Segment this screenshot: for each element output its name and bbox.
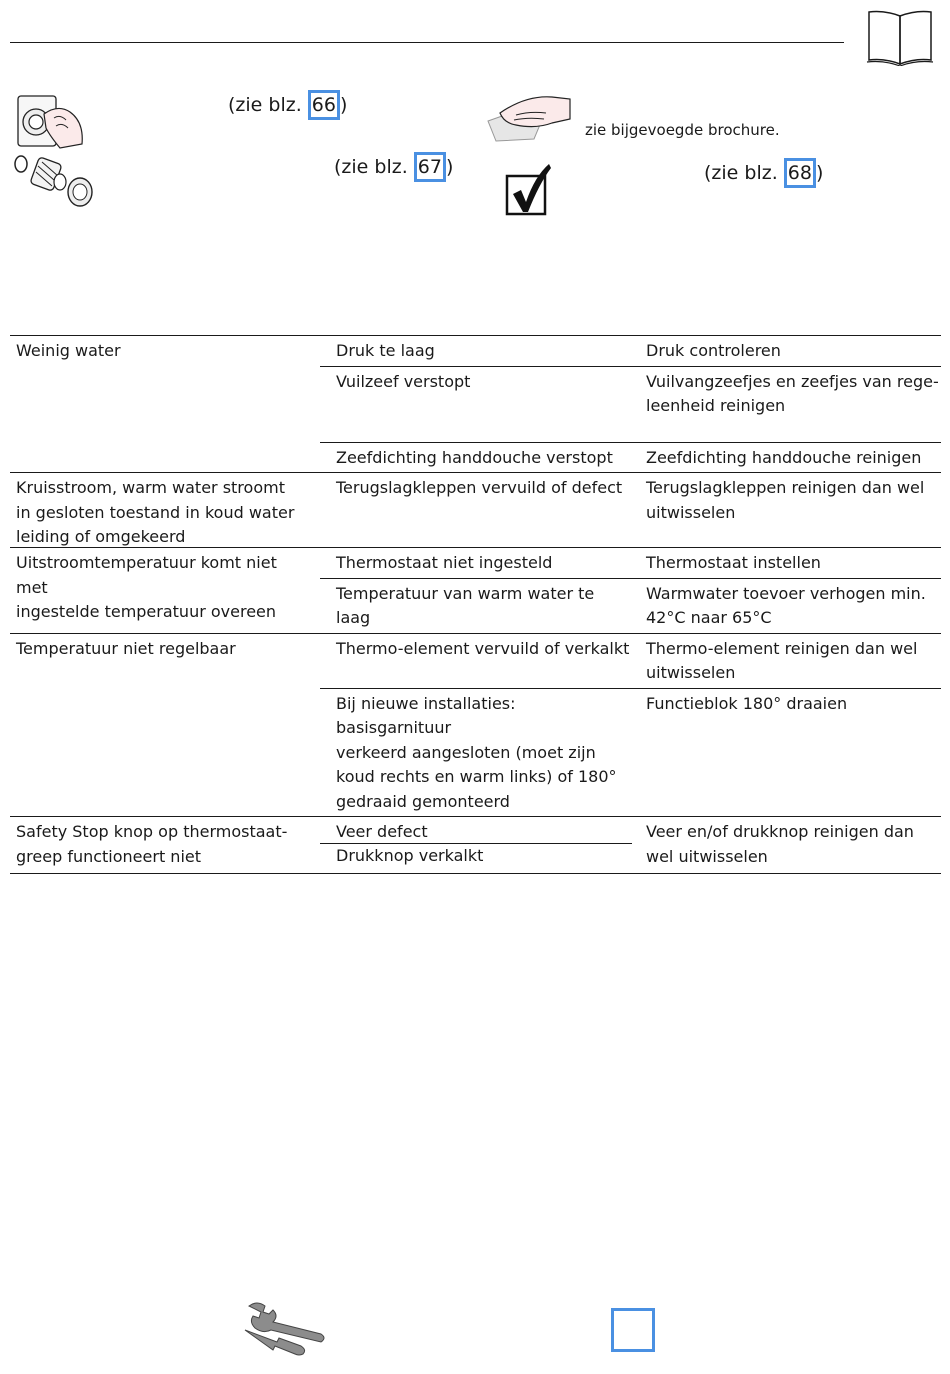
- table-row: [320, 578, 941, 633]
- cause-cell: Drukknop verkalkt: [336, 846, 484, 865]
- table-row: [320, 634, 941, 688]
- remedy-cell: Warmwater toevoer verhogen min. 42°C naar 65°C: [646, 583, 926, 627]
- cartridge-parts-icon: [12, 152, 96, 208]
- reference-prefix: (zie blz.: [334, 156, 414, 178]
- cause-cell: Vuilzeef verstopt: [336, 371, 471, 391]
- troubleshooting-table: [10, 335, 941, 874]
- reference-suffix: ): [445, 156, 454, 178]
- remedy-cell: Druk controleren: [646, 341, 781, 360]
- page-link-66[interactable]: 66: [308, 90, 340, 120]
- reference-suffix: ): [339, 94, 348, 116]
- symptom-cell: Safety Stop knop op thermostaat- greep functioneert niet: [16, 822, 288, 866]
- brochure-note: zie bijgevoegde brochure.: [585, 121, 780, 139]
- table-group: [10, 547, 941, 633]
- cause-cell: Veer defect: [336, 822, 428, 841]
- blank-square-box: [611, 1308, 655, 1352]
- remedy-cell: Veer en/of drukknop reinigen dan wel uitwisselen: [646, 822, 914, 866]
- cause-cell: Thermo-element vervuild of verkalkt: [336, 638, 630, 658]
- remedy-cell: Vuilvangzeefjes en zeefjes van rege- leenheid reinigen: [646, 371, 939, 415]
- remedy-cell: Thermostaat instellen: [646, 553, 821, 572]
- table-row: [320, 548, 941, 578]
- remedy-cell: Terugslagkleppen reinigen dan wel uitwisselen: [646, 478, 925, 522]
- page-link-68[interactable]: 68: [784, 158, 816, 188]
- reference-prefix: (zie blz.: [228, 94, 308, 116]
- reference-suffix: ): [815, 162, 824, 184]
- checkmark-box-icon: [505, 160, 553, 216]
- reference-prefix: (zie blz.: [704, 162, 784, 184]
- remedy-cell: Zeefdichting handdouche reinigen: [646, 447, 922, 467]
- cause-cell: Bij nieuwe installaties: basisgarnituur verkeerd aangesloten (moet zijn koud rechts en warm links) of 180° gedraaid gemonteerd: [336, 693, 617, 811]
- wrench-screwdriver-icon: [243, 1300, 327, 1358]
- table-group: [10, 633, 941, 817]
- table-row: [320, 688, 941, 817]
- cause-cell: Thermostaat niet ingesteld: [336, 553, 553, 572]
- header-rule: [10, 42, 844, 43]
- table-group: [10, 335, 941, 472]
- symptom-cell: Weinig water: [16, 341, 121, 360]
- table-row: [320, 442, 941, 473]
- symptom-cell: Uitstroomtemperatuur komt niet met ingestelde temperatuur overeen: [16, 553, 277, 621]
- page-reference-68: [704, 158, 823, 188]
- cleaning-cloth-hand-icon: [486, 93, 572, 143]
- remedy-cell: Thermo-element reinigen dan wel uitwisselen: [646, 638, 918, 682]
- cause-cell: Zeefdichting handdouche verstopt: [336, 447, 613, 467]
- cause-cell: Terugslagkleppen vervuild of defect: [336, 478, 623, 497]
- table-group: [10, 472, 941, 547]
- page-link-67[interactable]: 67: [414, 152, 446, 182]
- open-book-icon: [866, 10, 934, 66]
- cause-cell: Temperatuur van warm water te laag: [336, 583, 595, 627]
- table-row: [320, 336, 941, 366]
- thermostat-handle-removal-icon: [14, 92, 88, 150]
- symptom-cell: Temperatuur niet regelbaar: [16, 638, 236, 658]
- symptom-cell: Kruisstroom, warm water stroomt in gesloten toestand in koud water leiding of omgekeerd: [16, 478, 295, 546]
- table-group: [10, 816, 941, 874]
- page-reference-66: [228, 90, 347, 120]
- remedy-cell: Functieblok 180° draaien: [646, 693, 848, 713]
- table-row: [320, 473, 941, 527]
- page-reference-67: [334, 152, 453, 182]
- cause-cell: Druk te laag: [336, 341, 435, 360]
- table-row: [320, 366, 941, 442]
